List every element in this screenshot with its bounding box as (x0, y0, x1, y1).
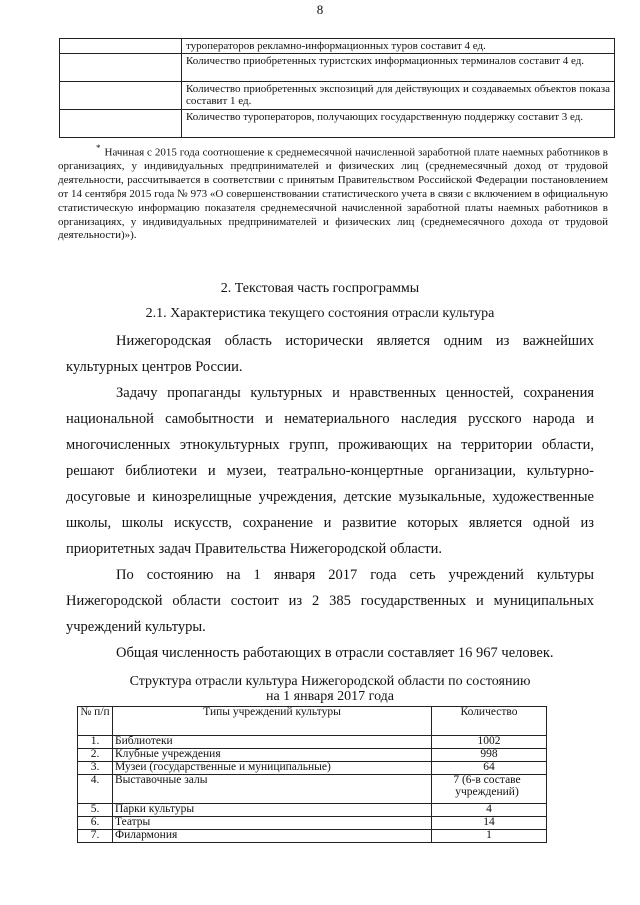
indicator-cell: туроператоров рекламно-информационных туров составит 4 ед. (182, 39, 615, 54)
footnote-marker: * (96, 143, 101, 153)
footnote-text: Начиная с 2015 года соотношение к среднемесячной начисленной заработной плате наемных работников в организациях, у индивидуальных предпринимателей и физических лиц (среднемесячный доход от трудовой деятельности, рассчитывается в соответствии с принятым Правительством Российской Федерации постановлением от 14 сентября 2015 года № 973 «О совершенствовании статистического учета в связи с включением в официальную статистическую информацию показателя среднемесячной начисленной заработной платы наемных работников в организациях, у индивидуальных предпринимателей и физических лиц (среднемесячного дохода от трудовой деятельности)»). (58, 146, 608, 242)
section-heading: 2. Текстовая часть госпрограммы (220, 281, 420, 296)
institution-count: 998 (432, 749, 547, 762)
table-row (78, 830, 547, 843)
institution-type: Театры (113, 817, 432, 830)
institution-type: Музеи (государственные и муниципальные) (113, 762, 432, 775)
institution-count: 14 (432, 817, 547, 830)
institution-count: 4 (432, 804, 547, 817)
table-row (78, 817, 547, 830)
paragraph: По состоянию на 1 января 2017 года сеть учреждений культуры Нижегородской области состоит из 2 385 государственных и муниципальных учреждений культуры. (66, 567, 594, 635)
indicator-cell: Количество приобретенных туристских информационных терминалов составит 4 ед. (182, 54, 615, 82)
table-row (78, 736, 547, 749)
table-row (78, 749, 547, 762)
indicator-table-continuation (59, 38, 615, 138)
institution-count: 1 (432, 830, 547, 843)
column-header: Типы учреждений культуры (113, 707, 432, 736)
row-number: 5. (78, 804, 113, 817)
row-number: 7. (78, 830, 113, 843)
institution-type: Выставочные залы (113, 775, 432, 804)
institution-type: Парки культуры (113, 804, 432, 817)
institution-count: 7 (6-в составе учреждений) (432, 775, 547, 804)
subsection-heading: 2.1. Характеристика текущего состояния отрасли культура (145, 306, 495, 321)
row-number: 3. (78, 762, 113, 775)
table-row (60, 82, 615, 110)
page-number: 8 (316, 2, 324, 17)
indicator-cell: Количество туроператоров, получающих государственную поддержку составит 3 ед. (182, 110, 615, 138)
indicator-cell: Количество приобретенных экспозиций для действующих и создаваемых объектов показа составит 1 ед. (182, 82, 615, 110)
paragraph: Общая численность работающих в отрасли составляет 16 967 человек. (116, 645, 554, 661)
institution-type: Библиотеки (113, 736, 432, 749)
row-number: 6. (78, 817, 113, 830)
table-header-row (78, 707, 547, 736)
table-row (78, 775, 547, 804)
table-row (60, 54, 615, 82)
table-row (60, 110, 615, 138)
institution-count: 1002 (432, 736, 547, 749)
institution-type: Клубные учреждения (113, 749, 432, 762)
table-row (78, 804, 547, 817)
culture-institutions-table (77, 706, 547, 843)
row-number: 2. (78, 749, 113, 762)
table-title-date: на 1 января 2017 года (265, 689, 395, 704)
table-title: Структура отрасли культура Нижегородской области по состоянию (129, 674, 531, 689)
paragraph: Задачу пропаганды культурных и нравственных ценностей, сохранения национальной самобытности и нематериального наследия русского народа и многочисленных этнокультурных групп, проживающих на территории области, решают библиотеки и музеи, театрально-концертные организации, культурно-досуговые и кинозрелищные учреждения, детские музыкальные, художественные школы, школы искусств, сохранение и развитие которых является одной из приоритетных задач Правительства Нижегородской области. (66, 385, 594, 557)
table-row (78, 762, 547, 775)
column-header: № п/п (78, 707, 113, 736)
institution-count: 64 (432, 762, 547, 775)
table-row (60, 39, 615, 54)
column-header: Количество (432, 707, 547, 736)
row-number: 4. (78, 775, 113, 804)
institution-type: Филармония (113, 830, 432, 843)
paragraph: Нижегородская область исторически является одним из важнейших культурных центров России. (66, 333, 594, 375)
footnote (58, 142, 608, 243)
row-number: 1. (78, 736, 113, 749)
